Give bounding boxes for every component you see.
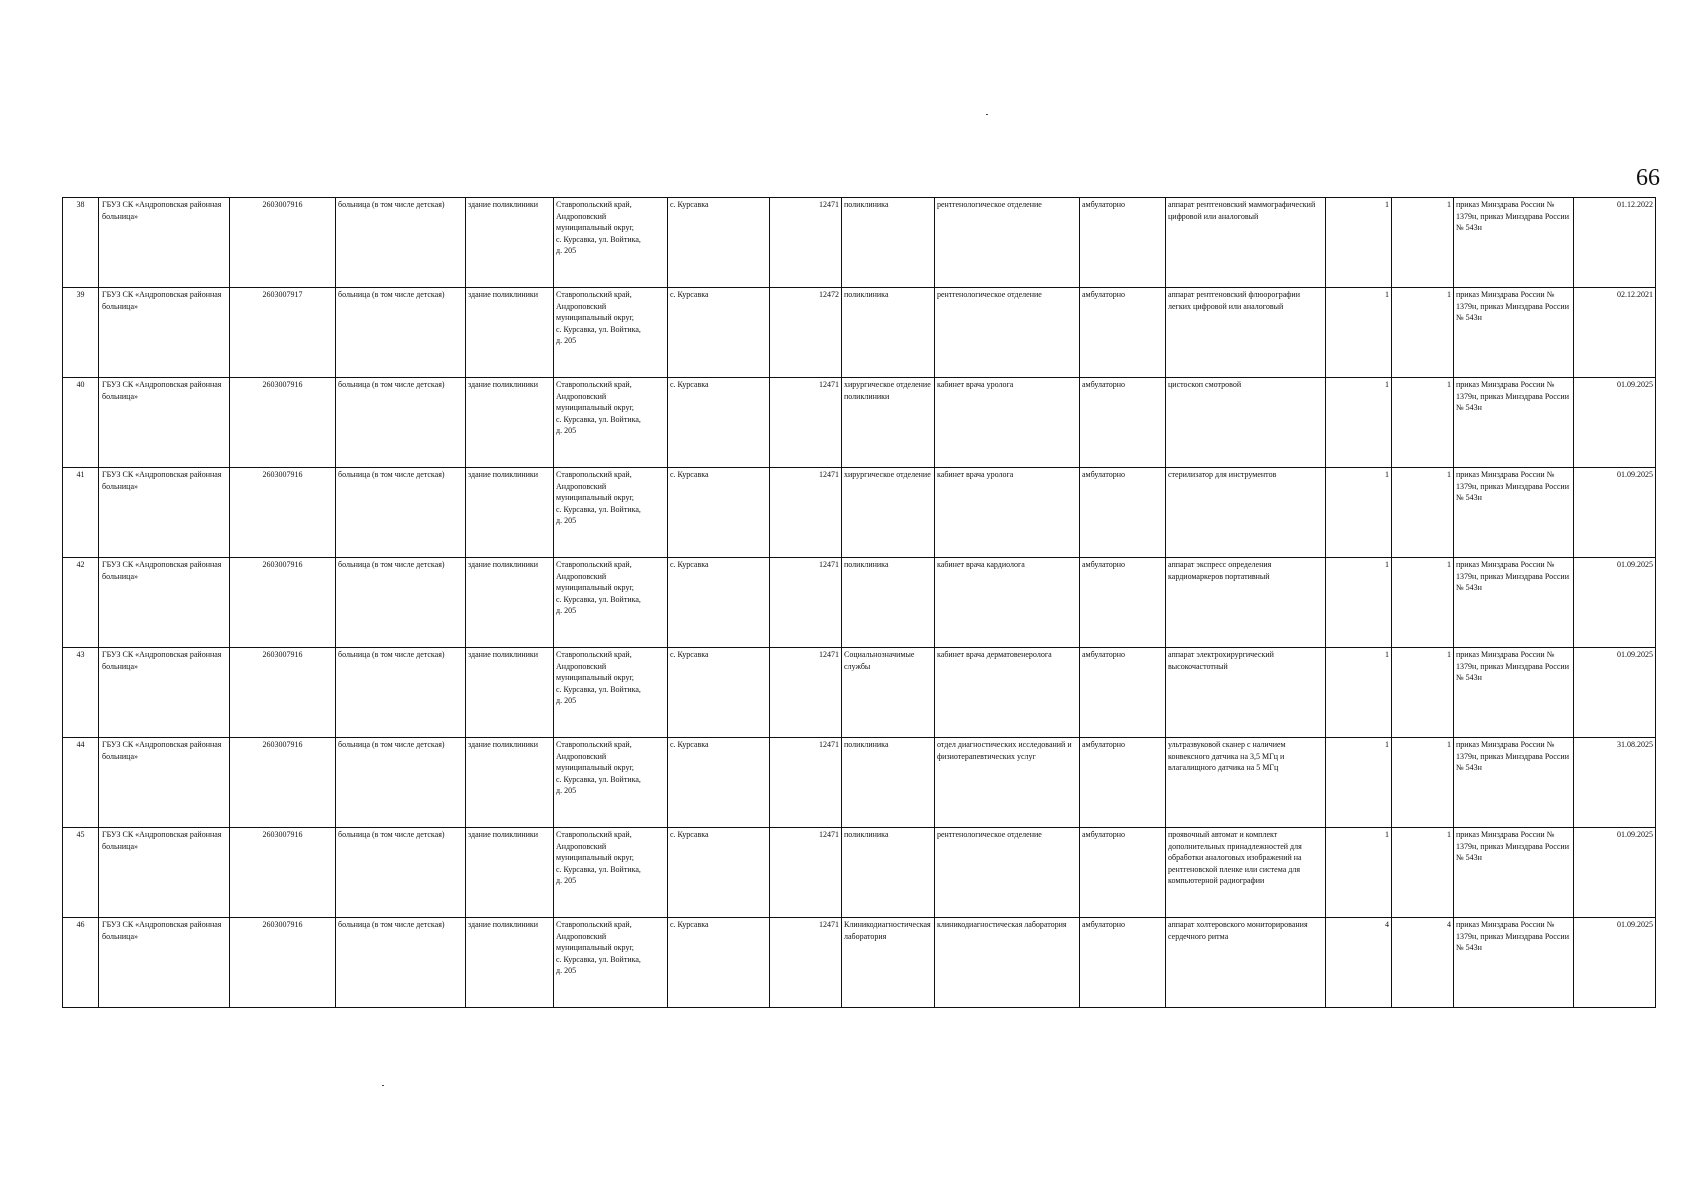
order-reference-cell: приказ Минздрава России № 1379н, приказ Минздрава России № 543н — [1454, 918, 1574, 1008]
table-row — [63, 378, 1656, 468]
code-cell: 12471 — [770, 378, 842, 468]
address-line: д. 205 — [556, 516, 577, 525]
building-cell: здание поликлиники — [466, 198, 554, 288]
care-form-cell: амбулаторно — [1080, 738, 1166, 828]
building-cell: здание поликлиники — [466, 828, 554, 918]
table-row — [63, 288, 1656, 378]
address-line: с. Курсавка, ул. Войтика, — [556, 504, 641, 514]
care-form-cell: амбулаторно — [1080, 198, 1166, 288]
address-line: с. Курсавка, ул. Войтика, — [556, 594, 641, 604]
unit-cell: Клиникодиагностическая лаборатория — [842, 918, 935, 1008]
unit-cell: поликлиника — [842, 738, 935, 828]
order-reference-cell: приказ Минздрава России № 1379н, приказ Минздрава России № 543н — [1454, 198, 1574, 288]
facility-type-cell: больница (в том числе детская) — [336, 288, 466, 378]
equipment-cell: ультразвуковой сканер с наличием конвексного датчика на 3,5 МГц и влагалищного датчика на 5 МГц — [1166, 738, 1326, 828]
date-cell: 01.09.2025 — [1574, 648, 1656, 738]
care-form-cell: амбулаторно — [1080, 558, 1166, 648]
date-cell: 02.12.2021 — [1574, 288, 1656, 378]
care-form-cell: амбулаторно — [1080, 378, 1166, 468]
row-number-cell: 40 — [63, 378, 99, 468]
equipment-cell: проявочный автомат и комплект дополнительных принадлежностей для обработки аналоговых изображений на рентгеновской пленке или система для компьютерной радиографии — [1166, 828, 1326, 918]
building-cell: здание поликлиники — [466, 468, 554, 558]
department-cell: рентгенологическое отделение — [935, 828, 1080, 918]
department-cell: кабинет врача уролога — [935, 378, 1080, 468]
address-line: муниципальный округ, — [556, 673, 634, 682]
organization-cell: ГБУЗ СК «Андроповская районная больница» — [99, 918, 230, 1008]
inn-cell: 2603007916 — [230, 198, 336, 288]
code-cell: 12471 — [770, 648, 842, 738]
address-line: Андроповский — [556, 301, 607, 311]
order-reference-cell: приказ Минздрава России № 1379н, приказ Минздрава России № 543н — [1454, 558, 1574, 648]
address-cell — [554, 198, 668, 288]
row-number-cell: 43 — [63, 648, 99, 738]
building-cell: здание поликлиники — [466, 288, 554, 378]
row-number-cell: 39 — [63, 288, 99, 378]
quantity-available-cell: 1 — [1392, 378, 1454, 468]
department-cell: рентгенологическое отделение — [935, 288, 1080, 378]
address-line: с. Курсавка, ул. Войтика, — [556, 324, 641, 334]
address-line: Андроповский — [556, 661, 607, 671]
unit-cell: поликлиника — [842, 288, 935, 378]
locality-cell: с. Курсавка — [668, 738, 770, 828]
organization-cell: ГБУЗ СК «Андроповская районная больница» — [99, 828, 230, 918]
row-number-cell: 45 — [63, 828, 99, 918]
address-line: муниципальный округ, — [556, 943, 634, 952]
address-line: муниципальный округ, — [556, 583, 634, 592]
row-number-cell: 44 — [63, 738, 99, 828]
address-line: муниципальный округ, — [556, 853, 634, 862]
unit-cell: хирургическое отделение поликлиники — [842, 378, 935, 468]
table-body — [63, 198, 1656, 1008]
row-number-cell: 38 — [63, 198, 99, 288]
address-line: Ставропольский край, — [556, 920, 632, 929]
inn-cell: 2603007916 — [230, 558, 336, 648]
address-cell — [554, 738, 668, 828]
care-form-cell: амбулаторно — [1080, 828, 1166, 918]
date-cell: 01.12.2022 — [1574, 198, 1656, 288]
quantity-required-cell: 1 — [1326, 288, 1392, 378]
code-cell: 12471 — [770, 738, 842, 828]
address-line: д. 205 — [556, 426, 577, 435]
organization-cell: ГБУЗ СК «Андроповская районная больница» — [99, 378, 230, 468]
equipment-cell: цистоскоп смотровой — [1166, 378, 1326, 468]
order-reference-cell: приказ Минздрава России № 1379н, приказ Минздрава России № 543н — [1454, 468, 1574, 558]
facility-type-cell: больница (в том числе детская) — [336, 738, 466, 828]
inn-cell: 2603007916 — [230, 378, 336, 468]
quantity-available-cell: 1 — [1392, 648, 1454, 738]
table-row — [63, 558, 1656, 648]
facility-type-cell: больница (в том числе детская) — [336, 828, 466, 918]
locality-cell: с. Курсавка — [668, 648, 770, 738]
date-cell: 01.09.2025 — [1574, 558, 1656, 648]
address-line: Андроповский — [556, 391, 607, 401]
scan-speck — [986, 114, 988, 115]
address-cell — [554, 288, 668, 378]
date-cell: 01.09.2025 — [1574, 378, 1656, 468]
locality-cell: с. Курсавка — [668, 198, 770, 288]
table-row — [63, 468, 1656, 558]
equipment-cell: стерилизатор для инструментов — [1166, 468, 1326, 558]
quantity-available-cell: 1 — [1392, 198, 1454, 288]
building-cell: здание поликлиники — [466, 648, 554, 738]
address-line: д. 205 — [556, 876, 577, 885]
quantity-available-cell: 1 — [1392, 738, 1454, 828]
locality-cell: с. Курсавка — [668, 288, 770, 378]
address-cell — [554, 378, 668, 468]
date-cell: 01.09.2025 — [1574, 918, 1656, 1008]
unit-cell: поликлиника — [842, 558, 935, 648]
department-cell: клиникодиагностическая лаборатория — [935, 918, 1080, 1008]
quantity-available-cell: 1 — [1392, 288, 1454, 378]
address-cell — [554, 558, 668, 648]
unit-cell: поликлиника — [842, 828, 935, 918]
address-line: д. 205 — [556, 606, 577, 615]
building-cell: здание поликлиники — [466, 918, 554, 1008]
page-number: 66 — [1636, 165, 1660, 191]
inn-cell: 2603007916 — [230, 738, 336, 828]
quantity-available-cell: 1 — [1392, 468, 1454, 558]
organization-cell: ГБУЗ СК «Андроповская районная больница» — [99, 198, 230, 288]
table-row — [63, 738, 1656, 828]
address-cell — [554, 828, 668, 918]
organization-cell: ГБУЗ СК «Андроповская районная больница» — [99, 558, 230, 648]
code-cell: 12472 — [770, 288, 842, 378]
inn-cell: 2603007916 — [230, 648, 336, 738]
code-cell: 12471 — [770, 468, 842, 558]
equipment-cell: аппарат экспресс определения кардиомаркеров портативный — [1166, 558, 1326, 648]
facility-type-cell: больница (в том числе детская) — [336, 918, 466, 1008]
facility-type-cell: больница (в том числе детская) — [336, 378, 466, 468]
quantity-required-cell: 1 — [1326, 648, 1392, 738]
organization-cell: ГБУЗ СК «Андроповская районная больница» — [99, 648, 230, 738]
address-line: с. Курсавка, ул. Войтика, — [556, 774, 641, 784]
department-cell: кабинет врача уролога — [935, 468, 1080, 558]
registry-table-container — [62, 197, 1655, 1008]
address-line: Андроповский — [556, 931, 607, 941]
table-row — [63, 918, 1656, 1008]
care-form-cell: амбулаторно — [1080, 288, 1166, 378]
inn-cell: 2603007916 — [230, 828, 336, 918]
quantity-available-cell: 4 — [1392, 918, 1454, 1008]
address-line: д. 205 — [556, 246, 577, 255]
address-line: Ставропольский край, — [556, 740, 632, 749]
equipment-cell: аппарат рентгеновский маммографический цифровой или аналоговый — [1166, 198, 1326, 288]
building-cell: здание поликлиники — [466, 558, 554, 648]
row-number-cell: 41 — [63, 468, 99, 558]
equipment-registry-table — [62, 197, 1656, 1008]
address-line: муниципальный округ, — [556, 223, 634, 232]
code-cell: 12471 — [770, 918, 842, 1008]
inn-cell: 2603007916 — [230, 468, 336, 558]
address-line: Андроповский — [556, 571, 607, 581]
quantity-required-cell: 1 — [1326, 828, 1392, 918]
address-line: с. Курсавка, ул. Войтика, — [556, 864, 641, 874]
order-reference-cell: приказ Минздрава России № 1379н, приказ Минздрава России № 543н — [1454, 828, 1574, 918]
date-cell: 01.09.2025 — [1574, 828, 1656, 918]
address-cell — [554, 918, 668, 1008]
address-line: с. Курсавка, ул. Войтика, — [556, 234, 641, 244]
address-line: д. 205 — [556, 966, 577, 975]
address-line: Ставропольский край, — [556, 380, 632, 389]
facility-type-cell: больница (в том числе детская) — [336, 648, 466, 738]
quantity-required-cell: 1 — [1326, 738, 1392, 828]
quantity-required-cell: 1 — [1326, 468, 1392, 558]
organization-cell: ГБУЗ СК «Андроповская районная больница» — [99, 738, 230, 828]
facility-type-cell: больница (в том числе детская) — [336, 198, 466, 288]
locality-cell: с. Курсавка — [668, 378, 770, 468]
address-line: д. 205 — [556, 696, 577, 705]
address-cell — [554, 648, 668, 738]
quantity-available-cell: 1 — [1392, 828, 1454, 918]
locality-cell: с. Курсавка — [668, 918, 770, 1008]
address-line: Ставропольский край, — [556, 830, 632, 839]
address-line: муниципальный округ, — [556, 493, 634, 502]
inn-cell: 2603007916 — [230, 918, 336, 1008]
address-line: муниципальный округ, — [556, 313, 634, 322]
order-reference-cell: приказ Минздрава России № 1379н, приказ Минздрава России № 543н — [1454, 648, 1574, 738]
table-row — [63, 198, 1656, 288]
address-line: муниципальный округ, — [556, 763, 634, 772]
department-cell: кабинет врача дерматовенеролога — [935, 648, 1080, 738]
address-line: Андроповский — [556, 841, 607, 851]
care-form-cell: амбулаторно — [1080, 648, 1166, 738]
unit-cell: хирургическое отделение — [842, 468, 935, 558]
building-cell: здание поликлиники — [466, 738, 554, 828]
quantity-required-cell: 1 — [1326, 558, 1392, 648]
unit-cell: Социальнозначимые службы — [842, 648, 935, 738]
locality-cell: с. Курсавка — [668, 828, 770, 918]
locality-cell: с. Курсавка — [668, 468, 770, 558]
address-line: с. Курсавка, ул. Войтика, — [556, 414, 641, 424]
code-cell: 12471 — [770, 828, 842, 918]
address-line: Андроповский — [556, 211, 607, 221]
quantity-required-cell: 1 — [1326, 378, 1392, 468]
department-cell: отдел диагностических исследований и физиотерапевтических услуг — [935, 738, 1080, 828]
order-reference-cell: приказ Минздрава России № 1379н, приказ Минздрава России № 543н — [1454, 288, 1574, 378]
organization-cell: ГБУЗ СК «Андроповская районная больница» — [99, 468, 230, 558]
address-line: с. Курсавка, ул. Войтика, — [556, 684, 641, 694]
unit-cell: поликлиника — [842, 198, 935, 288]
table-row — [63, 828, 1656, 918]
care-form-cell: амбулаторно — [1080, 468, 1166, 558]
address-line: д. 205 — [556, 336, 577, 345]
address-line: Ставропольский край, — [556, 470, 632, 479]
address-cell — [554, 468, 668, 558]
locality-cell: с. Курсавка — [668, 558, 770, 648]
quantity-available-cell: 1 — [1392, 558, 1454, 648]
address-line: Ставропольский край, — [556, 290, 632, 299]
equipment-cell: аппарат рентгеновский флюорографии легких цифровой или аналоговый — [1166, 288, 1326, 378]
department-cell: кабинет врача кардиолога — [935, 558, 1080, 648]
facility-type-cell: больница (в том числе детская) — [336, 468, 466, 558]
quantity-required-cell: 1 — [1326, 198, 1392, 288]
building-cell: здание поликлиники — [466, 378, 554, 468]
order-reference-cell: приказ Минздрава России № 1379н, приказ Минздрава России № 543н — [1454, 378, 1574, 468]
inn-cell: 2603007917 — [230, 288, 336, 378]
code-cell: 12471 — [770, 198, 842, 288]
organization-cell: ГБУЗ СК «Андроповская районная больница» — [99, 288, 230, 378]
address-line: муниципальный округ, — [556, 403, 634, 412]
order-reference-cell: приказ Минздрава России № 1379н, приказ Минздрава России № 543н — [1454, 738, 1574, 828]
facility-type-cell: больница (в том числе детская) — [336, 558, 466, 648]
row-number-cell: 46 — [63, 918, 99, 1008]
date-cell: 31.08.2025 — [1574, 738, 1656, 828]
date-cell: 01.09.2025 — [1574, 468, 1656, 558]
address-line: с. Курсавка, ул. Войтика, — [556, 954, 641, 964]
address-line: Ставропольский край, — [556, 650, 632, 659]
row-number-cell: 42 — [63, 558, 99, 648]
care-form-cell: амбулаторно — [1080, 918, 1166, 1008]
equipment-cell: аппарат электрохирургический высокочастотный — [1166, 648, 1326, 738]
equipment-cell: аппарат холтеровского мониторирования сердечного ритма — [1166, 918, 1326, 1008]
address-line: д. 205 — [556, 786, 577, 795]
department-cell: рентгенологическое отделение — [935, 198, 1080, 288]
table-row — [63, 648, 1656, 738]
scan-speck — [382, 1085, 384, 1086]
quantity-required-cell: 4 — [1326, 918, 1392, 1008]
code-cell: 12471 — [770, 558, 842, 648]
address-line: Ставропольский край, — [556, 560, 632, 569]
address-line: Ставропольский край, — [556, 200, 632, 209]
address-line: Андроповский — [556, 751, 607, 761]
address-line: Андроповский — [556, 481, 607, 491]
